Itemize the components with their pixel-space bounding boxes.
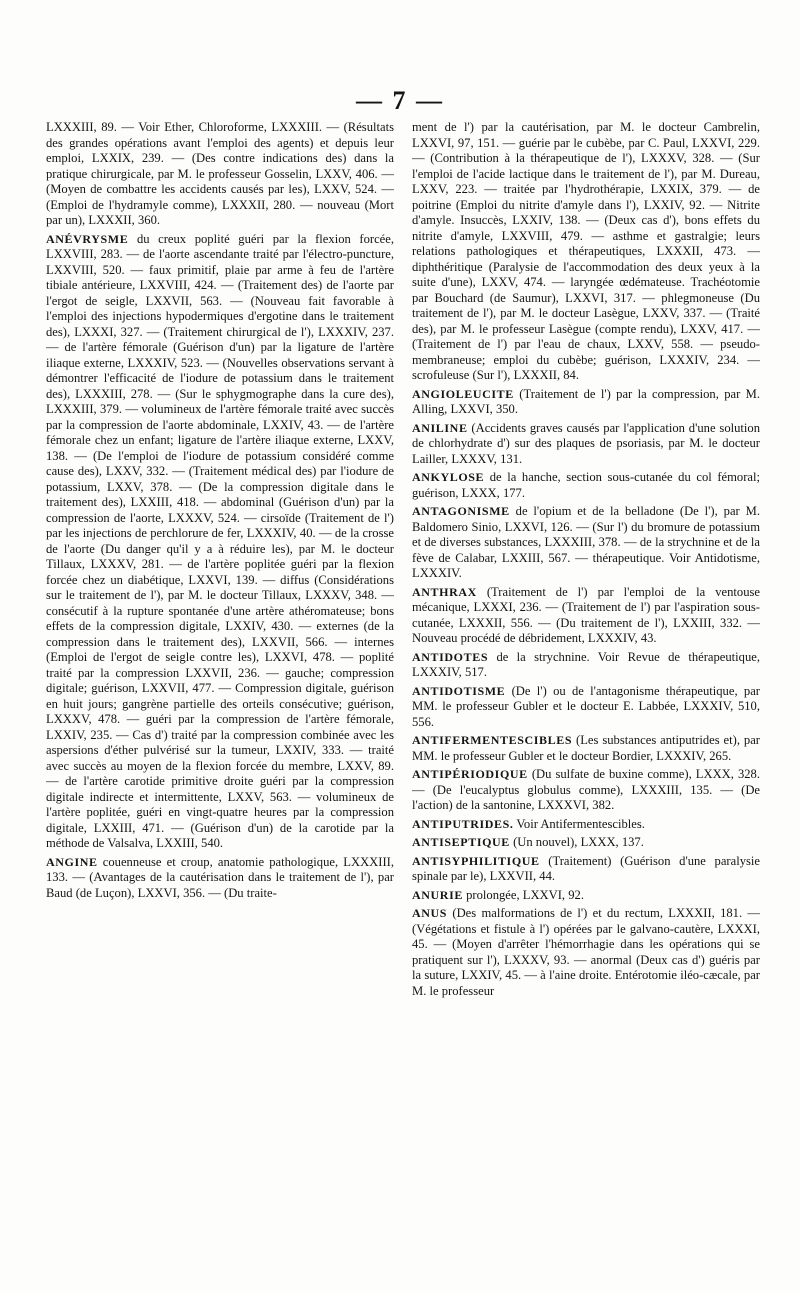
index-entry — [46, 855, 394, 902]
index-entry — [412, 733, 760, 764]
index-entry — [412, 817, 760, 833]
entry-text: LXXXIII, 89. — Voir Ether, Chloroforme, LXXXIII. — (Résultats des grandes opérations avant l'emploi des agents) et depuis leur emploi, LXXIX, 239. — (Des contre indications des) dans la pratique chirurgicale, par M. le professeur Gosselin, LXXV, 406. — (Moyen de combattre les accidents causés par les), LXXV, 524. — (Emploi de l'hydramyle comme), LXXXII, 280. — nouveau (Mort par un), LXXXII, 360. — [46, 120, 394, 227]
index-entry — [412, 504, 760, 582]
entry-headword: ANÉVRYSME — [46, 231, 129, 246]
entry-text: (Traitement de l') par la compression, par M. Alling, LXXVI, 350. — [412, 386, 760, 416]
entry-text: de l'opium et de la belladone (De l'), par M. Baldomero Sinio, LXXVI, 126. — (Sur l') du bromure de potassium et de diverses substances, LXXXIII, 378. — de la strychnine et de la fève de Calabar, LXXIII, 567. — thérapeutique. Voir Antidotisme, LXXXIV. — [412, 504, 760, 580]
entry-headword: ANTIDOTISME — [412, 683, 506, 698]
entry-text: (Les substances antiputrides et), par MM. le professeur Gubler et le docteur Bordier, LXXXIV, 265. — [412, 733, 760, 763]
index-entry — [412, 854, 760, 885]
entry-headword: ANGIOLEUCITE — [412, 386, 514, 401]
entry-headword: ANURIE — [412, 887, 463, 902]
index-entry — [412, 421, 760, 468]
index-entry — [412, 470, 760, 501]
entry-text: de la strychnine. Voir Revue de thérapeutique, LXXXIV, 517. — [412, 649, 760, 679]
index-entry — [412, 387, 760, 418]
index-entry — [412, 767, 760, 814]
index-entry — [412, 684, 760, 731]
entry-headword: ANTIPÉRIODIQUE — [412, 767, 528, 781]
entry-text: (De l') ou de l'antagonisme thérapeutique, par MM. le professeur Gubler et le docteur E. Labbée, LXXXIV, 510, 556. — [412, 683, 760, 729]
entry-headword: ANTHRAX — [412, 584, 477, 599]
entry-text: (Du sulfate de buxine comme), LXXX, 328. — (De l'eucalyptus globulus comme), LXXXIII, 135. — (De l'action) de la santonine, LXXXVI, 382. — [412, 767, 760, 812]
entry-headword: ANKYLOSE — [412, 470, 485, 484]
index-entry — [412, 906, 760, 999]
entry-text: (Traitement) (Guérison d'une paralysie spinale par le), LXXVII, 44. — [412, 853, 760, 883]
entry-headword: ANTIPUTRIDES. — [412, 816, 514, 831]
entry-text: (Traitement de l') par l'emploi de la ventouse mécanique, LXXXI, 236. — (Traitement de l') par l'aspiration sous-cutanée, LXXXII, 556. — (Du traitement de l'), LXXIII, 332. — Nouveau procédé de débridement, LXXXIV, 43. — [412, 584, 760, 645]
entry-text: de la hanche, section sous-cutanée du col fémoral; guérison, LXXX, 177. — [412, 470, 760, 500]
index-entry — [412, 888, 760, 904]
entry-headword: ANTAGONISME — [412, 504, 510, 518]
index-entry — [46, 120, 394, 229]
left-column — [46, 120, 394, 1270]
page-number: — 7 — — [356, 86, 444, 115]
entry-text: Voir Antifermentescibles. — [516, 816, 645, 831]
entry-headword: ANTISYPHILITIQUE — [412, 853, 540, 868]
entry-headword: ANGINE — [46, 854, 98, 869]
index-entry — [412, 650, 760, 681]
index-entry — [412, 585, 760, 647]
entry-headword: ANUS — [412, 906, 448, 920]
index-entry — [412, 835, 760, 851]
entry-headword: ANTISEPTIQUE — [412, 835, 510, 849]
right-column — [412, 120, 760, 1060]
entry-text: (Un nouvel), LXXX, 137. — [513, 835, 644, 849]
index-entry — [46, 232, 394, 852]
entry-headword: ANTIDOTES — [412, 649, 489, 664]
entry-text: ment de l') par la cautérisation, par M. le docteur Cambrelin, LXXVI, 97, 151. — guérie par le cubèbe, par C. Paul, LXXVI, 229. — (Contribution à la thérapeutique de l'), LXXXV, 328. — (Sur l'emploi de l'acide lactique dans le traitement de l'), par M. Dureau, LXXV, 223. — traitée par l'hydrothérapie, LXXIX, 379. — de poitrine (Emploi du nitrite d'amyle dans l'), LXXIV, 92. — Nitrite d'amyle. Insuccès, LXXIV, 138. — (Deux cas d'), bons effets du nitrite d'amyle, LXXVIII, 479. — asthme et gastralgie; leurs relations pathologiques et thérapeutiques, LXXXII, 473. — diphthéritique (Paralysie de l'accommodation des deux yeux à la suite d'une), LXXV, 474. — laryngée œdémateuse. Trachéotomie par Bouchard (de Saumur), LXXVI, 317. — phlegmoneuse (Du traitement de l'), par M. le docteur Lasègue, LXXV, 337. — (Traité des), par M. le professeur Lasègue (compte rendu), LXXV, 417. — (Traitement de l') par l'eau de chaux, LXXV, 558. — pseudo-membraneuse; emploi du cubèbe; guérison, LXXXIV, 234. — scrofuleuse (Sur l'), LXXXII, 84. — [412, 120, 760, 382]
entry-headword: ANTIFERMENTESCIBLES — [412, 733, 573, 747]
entry-text: (Des malformations de l') et du rectum, LXXXII, 181. — (Végétations et fistule à l') opérées par le galvano-cautère, LXXXI, 45. — (Moyen d'arrêter l'hémorrhagie dans les opérations qui se pratiquent sur l'), LXXXV, 93. — anormal (Deux cas d') guéris par la suture, LXXIV, 45. — à l'aine droite. Entérotomie iléo-cæcale, par M. le professeur — [412, 906, 760, 998]
entry-text: (Accidents graves causés par l'application d'une solution de chlorhydrate d') sur des plaques de psoriasis, par M. le docteur Lailler, LXXXV, 131. — [412, 420, 760, 466]
index-entry — [412, 120, 760, 384]
entry-text: couenneuse et croup, anatomie pathologique, LXXXIII, 133. — (Avantages de la cautérisation dans le traitement de l'), par Baud (de Luçon), LXXVI, 356. — (Du traite- — [46, 854, 394, 900]
entry-text: prolongée, LXXVI, 92. — [466, 887, 584, 902]
entry-headword: ANILINE — [412, 420, 468, 435]
entry-text: du creux poplité guéri par la flexion forcée, LXXVIII, 283. — de l'aorte ascendante traité par l'électro-puncture, LXXVIII, 520. — faux primitif, plaie par arme à feu de l'artère tibiale antérieure, LXXVIII, 424. — (Traitement des) de l'aorte par l'ergot de seigle, LXXVII, 563. — (Nouveau fait favorable à l'emploi des injections hypodermiques d'ergotine dans le traitement des), LXXXI, 327. — (Traitement chirurgical de l'), LXXXIV, 237. — de l'artère fémorale (Guérison d'un) par la ligature de l'artère iliaque externe, LXXXIV, 523. — (Nouvelles observations servant à démontrer l'efficacité de l'iodure de potassium dans le traitement des), LXXXIII, 278. — (Sur le sphygmographe dans la cure des), LXXXIII, 379. — volumineux de l'artère fémorale traité avec succès par la compression de l'aorte abdominale, LXXIV, 43. — de l'artère fémorale chez un enfant; ligature de l'artère iliaque externe, LXXV, 138. — (De l'emploi de l'iodure de potassium considéré comme cause des), LXXV, 332. — (Traitement médical des) par l'iodure de potassium, LXXV, 378. — (De la compression digitale dans le traitement des), LXXIII, 418. — abdominal (Guérison d'un) par la compression de l'aorte, LXXXV, 524. — cirsoïde (Traitement de l') par les injections de perchlorure de fer, LXXXIV, 40. — de la crosse de l'aorte (Du danger qu'il y a à réduire les), par M. le docteur Tillaux, LXXXV, 281. — de l'artère poplitée guéri par la flexion forcée chez un diabétique, LXXVI, 139. — diffus (Considérations sur le traitement de l'), par M. le docteur Tillaux, LXXXV, 348. — consécutif à la rupture spontanée d'une artère athéromateuse; bons effets de la compression digitale, LXXIV, 430. — externes (de la compression dans le traitement des), LXXVII, 566. — internes (Emploi de l'ergot de seigle contre les), LXXVI, 478. — poplité traité par la compression LXXVII, 236. — gauche; compression digitale; guérison, LXXVII, 477. — Compression digitale, guérison en huit jours; gangrène partielle des orteils consécutive; guérison, LXXXV, 478. — guéri par la compression de l'artère fémorale, LXXIV, 235. — Cas d') traité par la compression combinée avec les aspersions d'éther pulvérisé sur la tumeur, LXXIV, 333. — traité avec succès au moyen de la flexion forcée du membre, LXXV, 89. — de l'artère carotide primitive droite guéri par la compression digitale indirecte et intermittente, LXXV, 563. — volumineux de l'artère poplitée, guéri en vingt-quatre heures par la compression digitale, LXXIII, 471. — (Guérison d'un) de la carotide par la méthode de Valsalva, LXXIII, 540. — [46, 231, 394, 850]
